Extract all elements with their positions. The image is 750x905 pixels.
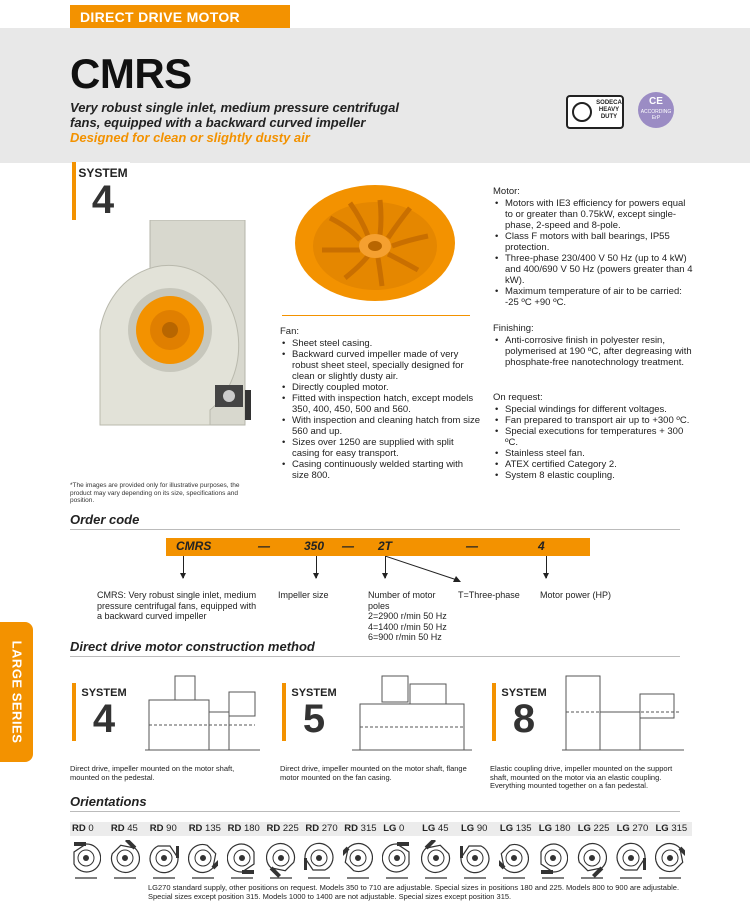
orientation-label (617, 822, 649, 836)
system-label: SYSTEM (81, 687, 127, 699)
model-title: CMRS (70, 50, 192, 97)
list-item: • Fan prepared to transport air up to +300 ºC. (493, 415, 693, 426)
orientation-code: LG (383, 823, 397, 834)
orientation-angle: 270 (319, 823, 338, 834)
orientation-label (383, 822, 404, 836)
order-arrow-phase (385, 556, 465, 586)
system-label: SYSTEM (501, 687, 547, 699)
category-tag: DIRECT DRIVE MOTOR (70, 5, 290, 29)
orientation-fan-icon (266, 840, 296, 880)
orientation-angle: 225 (590, 823, 610, 834)
system-number: 4 (91, 178, 115, 222)
fan-product-image (90, 220, 260, 430)
list-item: • With inspection and cleaning hatch from size 560 and up. (280, 415, 480, 437)
system-4-drawing (145, 672, 260, 754)
order-segment-size: 350 (304, 539, 325, 553)
system-4-description: Direct drive, impeller mounted on the motor shaft, mounted on the pedestal. (70, 764, 235, 782)
orientation-angle: 90 (163, 823, 177, 834)
list-item: • Sizes over 1250 are supplied with split casing for easy transport. (280, 437, 480, 459)
illustration-disclaimer: *The images are provided only for illustrative purposes, the product may vary depending on its size, specifications and position. (70, 482, 240, 504)
orientations-title: Orientations (70, 794, 147, 809)
list-item: • Class F motors with ball bearings, IP55 protection. (493, 231, 693, 253)
orientation-fan-icon (460, 840, 490, 880)
orientation-fan-icon (110, 840, 140, 880)
orientation-label (228, 822, 260, 836)
system-badge-8 (492, 683, 552, 741)
construction-rule (70, 656, 680, 657)
fan-icon (572, 102, 592, 122)
spec-motor (493, 186, 693, 308)
orientation-fan-icon (499, 840, 529, 880)
order-arrow-size (316, 556, 317, 578)
orientation-angle: 225 (280, 823, 299, 834)
list-item: • Sheet steel casing. (280, 338, 480, 349)
order-segment-power: 4 (538, 539, 545, 553)
product-subtitle: Very robust single inlet, medium pressure centrifugal fans, equipped with a backward curved impeller (70, 100, 399, 130)
orientation-code: LG (577, 823, 591, 834)
order-separator: — (258, 539, 270, 553)
spec-finishing-title: Finishing: (493, 323, 534, 334)
orientation-label (344, 822, 376, 836)
orientation-angle: 45 (124, 823, 138, 834)
ce-mark: CE (649, 96, 663, 107)
orientation-label (189, 822, 221, 836)
order-separator: — (466, 539, 478, 553)
poles-option: 4=1400 r/min 50 Hz (368, 621, 447, 632)
order-desc-power: Motor power (HP) (540, 590, 612, 600)
orientation-code: RD (344, 823, 359, 834)
order-arrow-model (183, 556, 184, 578)
orientation-angle: 135 (513, 823, 532, 834)
list-item: • Maximum temperature of air to be carried: -25 ºC +90 ºC. (493, 286, 693, 308)
order-separator: — (342, 539, 354, 553)
spec-motor-list (493, 198, 693, 308)
orientation-label (305, 822, 337, 836)
list-item: • Anti-corrosive finish in polyester resin, polymerised at 190 ºC, after degreasing with phosphate-free nanotechnology treatment. (493, 335, 693, 368)
orientation-angle: 90 (474, 823, 488, 834)
orientation-code: LG (538, 823, 552, 834)
order-desc-phase: T=Three-phase (458, 590, 520, 600)
order-desc-poles (368, 590, 458, 643)
side-tab-label: LARGE SERIES (9, 640, 24, 744)
order-desc-size: Impeller size (278, 590, 329, 600)
orientation-label (461, 822, 487, 836)
list-item: • ATEX certified Category 2. (493, 459, 693, 470)
orientation-code: RD (110, 823, 125, 834)
orientation-code: LG (616, 823, 630, 834)
orientation-code: RD (72, 823, 86, 834)
orientation-fan-icon (655, 840, 685, 880)
system-label: SYSTEM (78, 166, 128, 180)
list-item: • Stainless steel fan. (493, 448, 693, 459)
orientation-label (267, 822, 299, 836)
orientation-fan-icon (538, 840, 568, 880)
orientation-fan-icon (343, 840, 373, 880)
orientation-code: RD (188, 823, 203, 834)
orientation-code: RD (266, 823, 281, 834)
impeller-image (290, 178, 460, 308)
orientation-angle: 315 (668, 823, 688, 834)
orientation-label (72, 822, 94, 836)
order-code-bar (166, 538, 590, 556)
construction-title: Direct drive motor construction method (70, 639, 315, 654)
ce-badge-text: ACCORDING ErP (640, 109, 672, 121)
poles-title: Number of motor poles (368, 590, 436, 611)
orientation-label (150, 822, 177, 836)
orientation-fan-icon (188, 840, 218, 880)
order-code-rule (70, 529, 680, 530)
orientation-label (500, 822, 532, 836)
orientation-angle: 0 (85, 823, 94, 834)
orientation-label (539, 822, 571, 836)
spec-on-request (493, 392, 693, 481)
orientation-angle: 270 (629, 823, 649, 834)
orientation-code: RD (227, 823, 242, 834)
orientation-angle: 45 (435, 823, 449, 834)
orientation-fan-icon (304, 840, 334, 880)
system-badge-5 (282, 683, 342, 741)
spec-fan (280, 326, 480, 481)
orientation-angle: 315 (358, 823, 377, 834)
system-number: 5 (302, 697, 326, 741)
list-item: • System 8 elastic coupling. (493, 470, 693, 481)
spec-fan-title: Fan: (280, 326, 300, 337)
list-item: • Casing continuously welded starting with size 800. (280, 459, 480, 481)
orientation-label (422, 822, 448, 836)
system-5-description: Direct drive, impeller mounted on the motor shaft, flange motor mounted on the fan casing. (280, 764, 467, 782)
spec-finishing (493, 323, 693, 368)
spec-on-request-list (493, 404, 693, 481)
order-segment-poles: 2T (378, 539, 393, 553)
orientation-label (578, 822, 610, 836)
orientation-code: LG (461, 823, 475, 834)
order-code-title: Order code (70, 512, 140, 527)
list-item: • Fitted with inspection hatch, except models 350, 400, 450, 500 and 560. (280, 393, 480, 415)
side-tab (0, 622, 33, 762)
spec-motor-title: Motor: (493, 186, 520, 197)
spec-finishing-list (493, 335, 693, 368)
order-segment-model: CMRS (176, 539, 212, 553)
orientation-code: LG (422, 823, 436, 834)
orientation-fan-icon (577, 840, 607, 880)
orientation-label (111, 822, 138, 836)
orientation-label (656, 822, 688, 836)
system-number: 8 (512, 697, 536, 741)
orientation-fan-icon (382, 840, 412, 880)
system-number: 4 (92, 697, 116, 741)
list-item: • Backward curved impeller made of very robust sheet steel, specially designed for clean or slightly dusty air. (280, 349, 480, 382)
orientations-rule (70, 811, 680, 812)
orientation-angle: 135 (202, 823, 221, 834)
ce-erp-badge (638, 92, 674, 128)
orientation-fan-icon (71, 840, 101, 880)
spec-fan-list (280, 338, 480, 481)
system-8-drawing (562, 672, 684, 754)
orientation-fan-icon (421, 840, 451, 880)
orientation-fan-icon (227, 840, 257, 880)
system-label: SYSTEM (291, 687, 337, 699)
heavy-duty-badge (566, 95, 624, 129)
list-item: • Special windings for different voltages. (493, 404, 693, 415)
orientation-code: LG (499, 823, 514, 834)
poles-option: 2=2900 r/min 50 Hz (368, 611, 447, 621)
orientation-angle: 0 (396, 823, 405, 834)
impeller-divider (282, 315, 470, 316)
poles-option: 6=900 r/min 50 Hz (368, 632, 442, 642)
orientation-code: RD (305, 823, 320, 834)
orientation-code: RD (149, 823, 164, 834)
orientation-angle: 180 (241, 823, 260, 834)
spec-on-request-title: On request: (493, 392, 543, 403)
heavy-duty-badge-text: SODECA HEAVY DUTY (596, 100, 622, 120)
product-tagline: Designed for clean or slightly dusty air (70, 130, 310, 145)
system-badge-main (72, 162, 130, 220)
list-item: • Motors with IE3 efficiency for powers equal to or greater than 0.75kW, except single-phase, 2-speed and 8-pole. (493, 198, 693, 231)
orientation-fan-icon (149, 840, 179, 880)
system-5-drawing (352, 672, 472, 754)
system-8-description: Elastic coupling drive, impeller mounted on the support shaft, mounted on the motor via an elastic coupling. Everything mounted together on a fan pedestal. (490, 764, 673, 790)
list-item: • Special executions for temperatures + 300 ºC. (493, 426, 693, 448)
system-badge-4 (72, 683, 132, 741)
orientation-code: LG (655, 823, 669, 834)
order-desc-model: CMRS: Very robust single inlet, medium pressure centrifugal fans, equipped with a backward curved impeller (97, 590, 257, 621)
list-item: • Three-phase 230/400 V 50 Hz (up to 4 kW) and 400/690 V 50 Hz (powers greater than 4 kW). (493, 253, 693, 286)
orientations-note: LG270 standard supply, other positions on request. Models 350 to 710 are adjustable. Special sizes in positions 180 and 225. Models 800 to 900 are adjustable. Special sizes except position 315. Models 1000 to 1400 are not adjustable. Special sizes except position 315. (148, 883, 680, 901)
order-arrow-power (546, 556, 547, 578)
orientation-fan-icon (616, 840, 646, 880)
orientation-angle: 180 (552, 823, 571, 834)
list-item: • Directly coupled motor. (280, 382, 480, 393)
